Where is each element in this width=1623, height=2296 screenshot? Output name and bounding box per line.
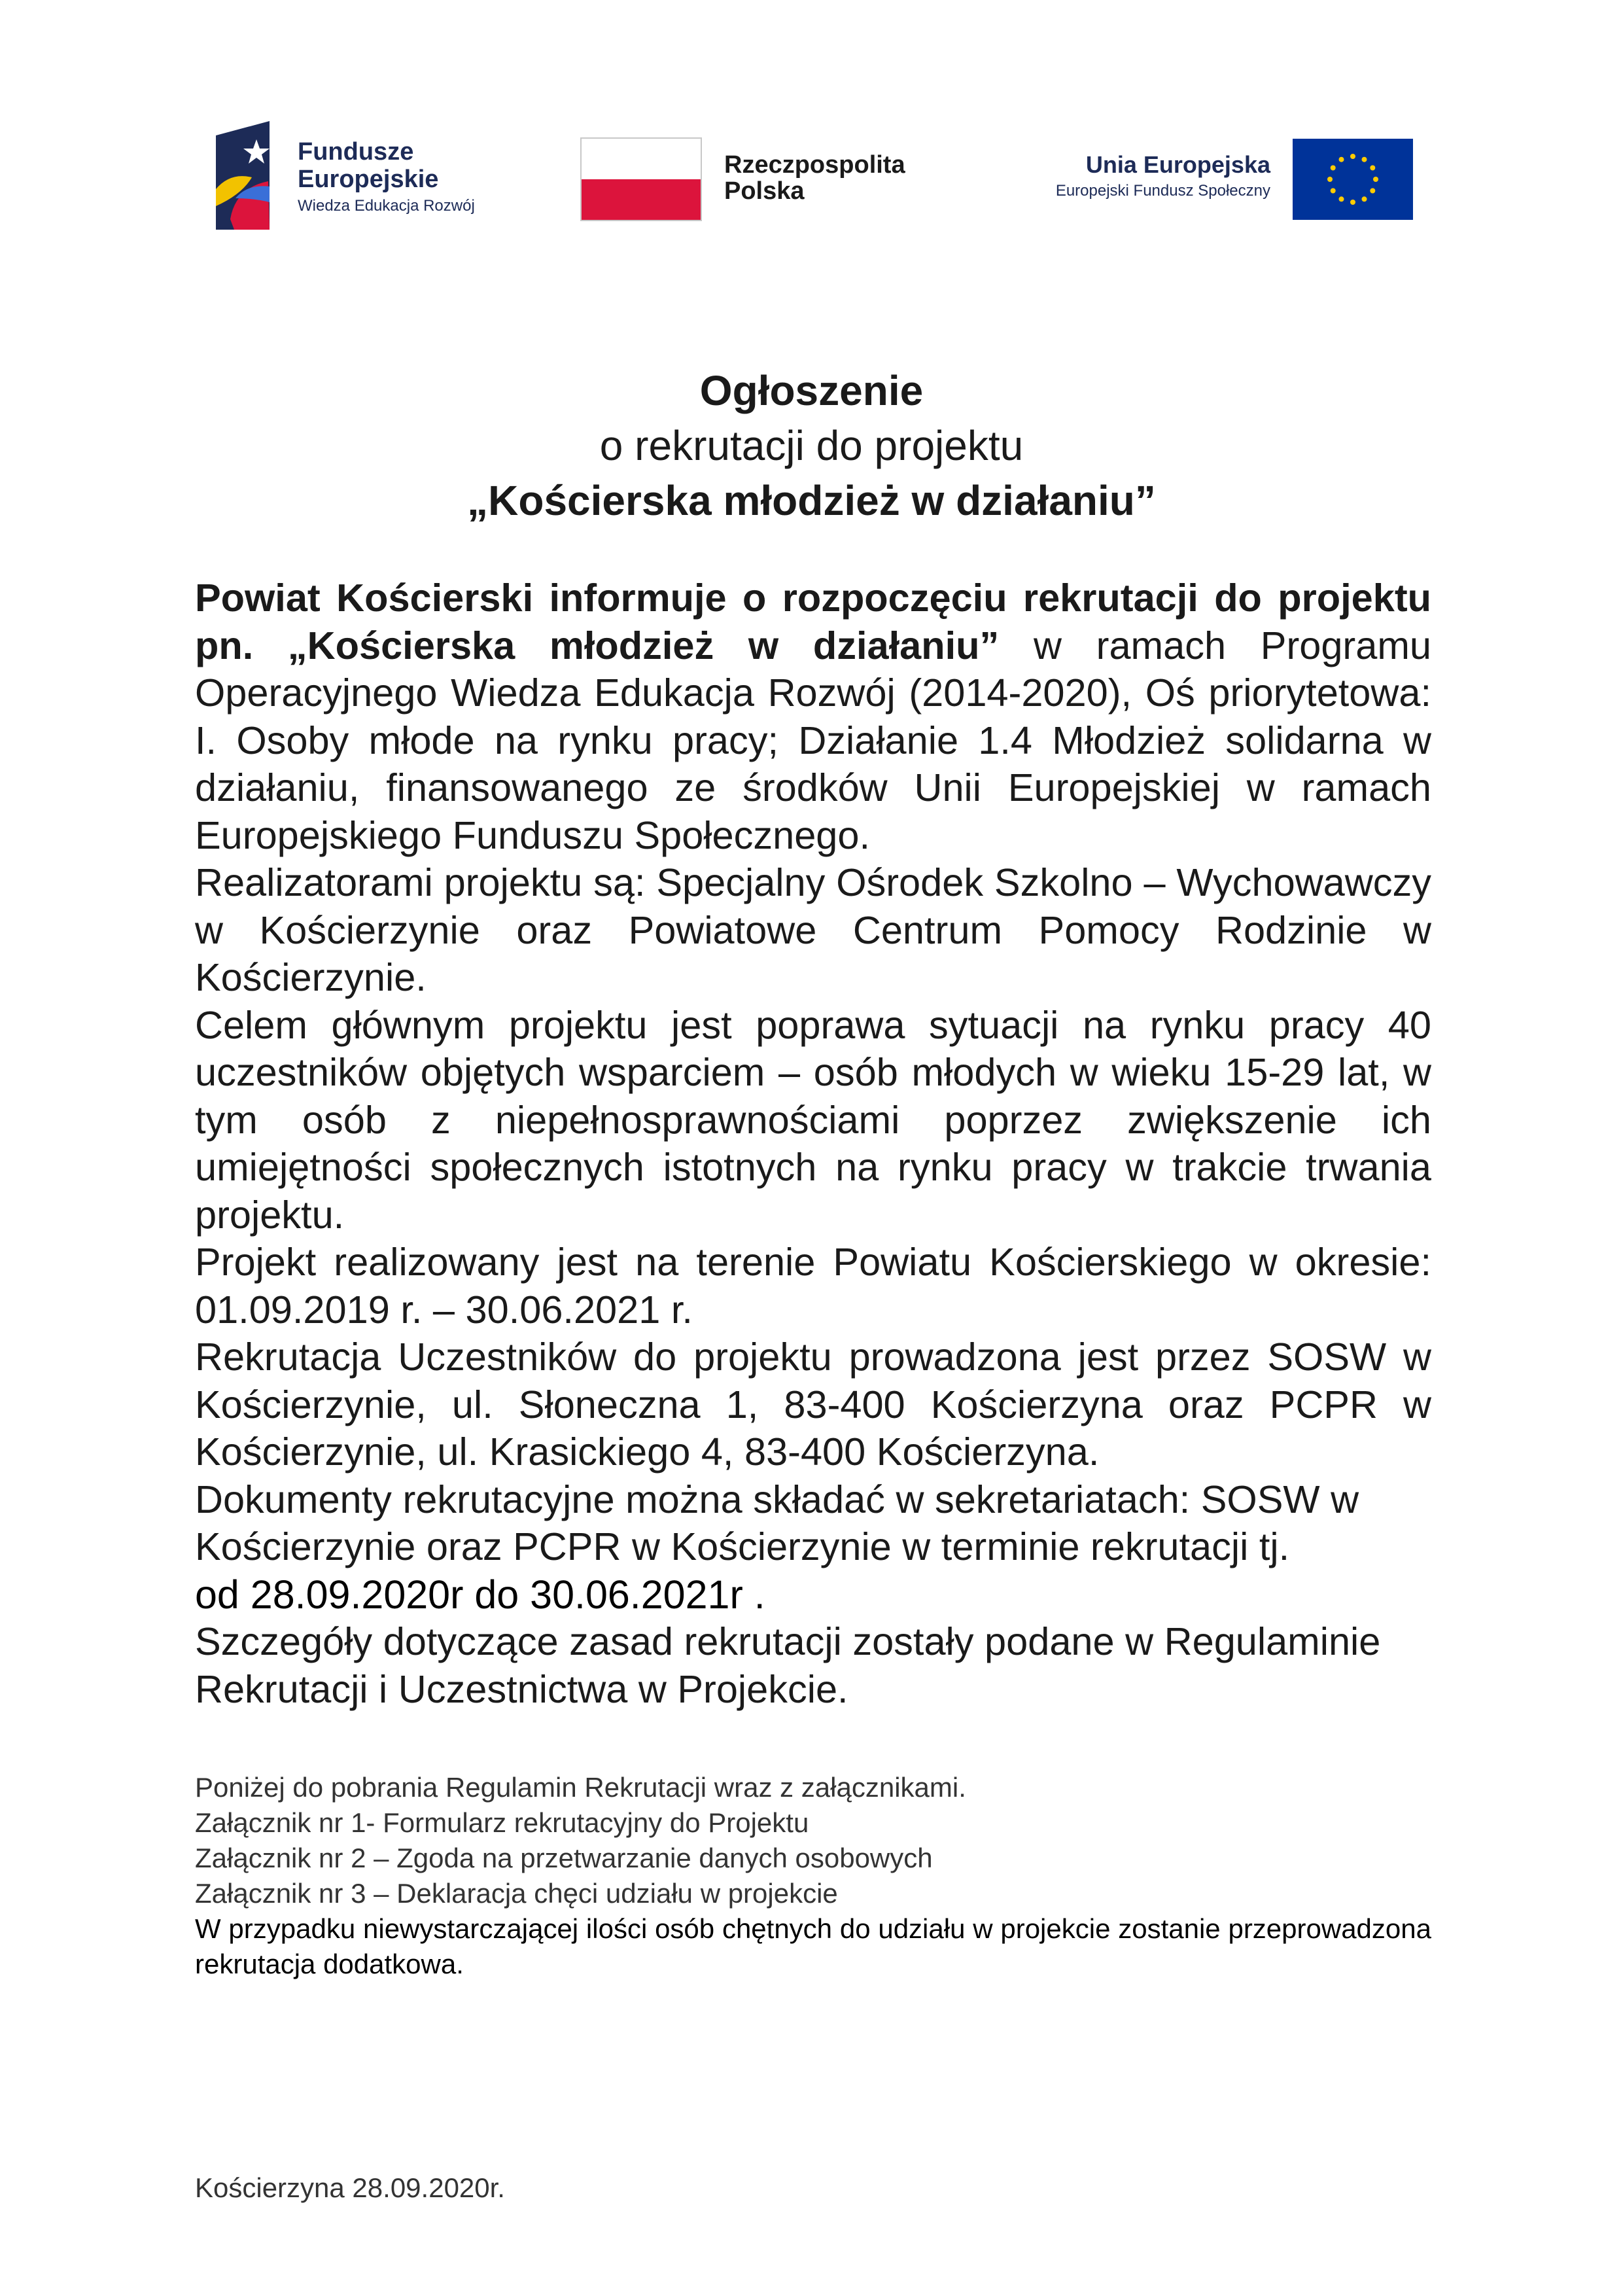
ue-fund-name: Europejski Fundusz Społeczny bbox=[1055, 182, 1270, 200]
ue-name: Unia Europejska bbox=[1085, 151, 1270, 178]
eu-flag-icon bbox=[1293, 139, 1413, 220]
fe-name-line1: Fundusze bbox=[298, 138, 414, 166]
fe-name-line2: Europejskie bbox=[298, 166, 439, 193]
rp-name-line1: Rzeczpospolita bbox=[724, 151, 905, 179]
attachment-1-link[interactable]: Załącznik nr 1- Formularz rekrutacyjny do Projektu bbox=[195, 1807, 809, 1838]
subheading: o rekrutacji do projektu bbox=[599, 422, 1024, 469]
okres-paragraph: Projekt realizowany jest na terenie Powiatu Kościerskiego w okresie: 01.09.2019 r. – 30.06.2021 r. bbox=[195, 1240, 1431, 1332]
rp-name-line2: Polska bbox=[724, 177, 805, 205]
fe-star-icon bbox=[216, 121, 281, 230]
realizatorzy-paragraph: Realizatorami projektu są: Specjalny Ośrodek Szkolno – Wychowawczy w Kościerzynie oraz Powiatowe Centrum Pomocy Rodzinie w Kościerzynie. bbox=[195, 860, 1431, 999]
rekrutacja-paragraph: Rekrutacja Uczestników do projektu prowadzona jest przez SOSW w Kościerzynie, ul. Słoneczna 1, 83-400 Kościerzyna oraz PCPR w Kościerzynie, ul. Krasickiego 4, 83-400 Kościerzyna. bbox=[195, 1335, 1431, 1474]
downloads-intro: Poniżej do pobrania Regulamin Rekrutacji wraz z załącznikami. bbox=[195, 1772, 966, 1803]
heading: Ogłoszenie bbox=[699, 367, 924, 414]
attachment-3-link[interactable]: Załącznik nr 3 – Deklaracja chęci udziału w projekcie bbox=[195, 1878, 838, 1909]
additional-recruitment-notice: W przypadku niewystarczającej ilości osób chętnych do udziału w projekcie zostanie przeprowadzona rekrutacja dodatkowa. bbox=[195, 1913, 1431, 1979]
project-name: „Kościerska młodzież w działaniu” bbox=[467, 477, 1156, 524]
termin-rekrutacji: od 28.09.2020r do 30.06.2021r . bbox=[195, 1572, 765, 1617]
attachment-2-link[interactable]: Załącznik nr 2 – Zgoda na przetwarzanie danych osobowych bbox=[195, 1843, 933, 1873]
logo-bar bbox=[0, 0, 1623, 262]
intro-bold: Powiat Kościerski informuje o rozpoczęciu rekrutacji do projektu pn. „Kościerska młodzież w działaniu” bbox=[195, 576, 1431, 667]
place-and-date: Kościerzyna 28.09.2020r. bbox=[195, 2172, 505, 2203]
intro-paragraph bbox=[195, 574, 1431, 859]
unia-europejska-logo bbox=[1007, 139, 1413, 220]
fe-program-name: Wiedza Edukacja Rozwój bbox=[298, 197, 475, 215]
intro-rest: w ramach Programu Operacyjnego Wiedza Edukacja Rozwój (2014-2020), Oś priorytetowa: I. Osoby młode na rynku pracy; Działanie 1.4 Młodzież solidarna w działaniu, finansowanego ze środków Unii Europejskiej w ramach Europejskiego Funduszu Społecznego. bbox=[195, 623, 1431, 857]
cel-paragraph: Celem głównym projektu jest poprawa sytuacji na rynku pracy 40 uczestników objętych wsparciem – osób młodych w wieku 15-29 lat, w tym osób z niepełnosprawnościami poprzez zwiększenie ich umiejętności społecznych istotnych na rynku pracy w trakcie trwania projektu. bbox=[195, 1002, 1431, 1237]
szczegoly-paragraph: Szczegóły dotyczące zasad rekrutacji zostały podane w Regulaminie Rekrutacji i Uczestnictwa w Projekcie. bbox=[195, 1619, 1381, 1711]
dokumenty-paragraph: Dokumenty rekrutacyjne można składać w sekretariatach: SOSW w Kościerzynie oraz PCPR w Kościerzynie w terminie rekrutacji tj. bbox=[195, 1477, 1359, 1568]
downloads-section bbox=[195, 1770, 1431, 1982]
announcement-body bbox=[195, 574, 1431, 1713]
polish-flag-icon bbox=[580, 137, 702, 221]
announcement-title bbox=[0, 363, 1623, 528]
